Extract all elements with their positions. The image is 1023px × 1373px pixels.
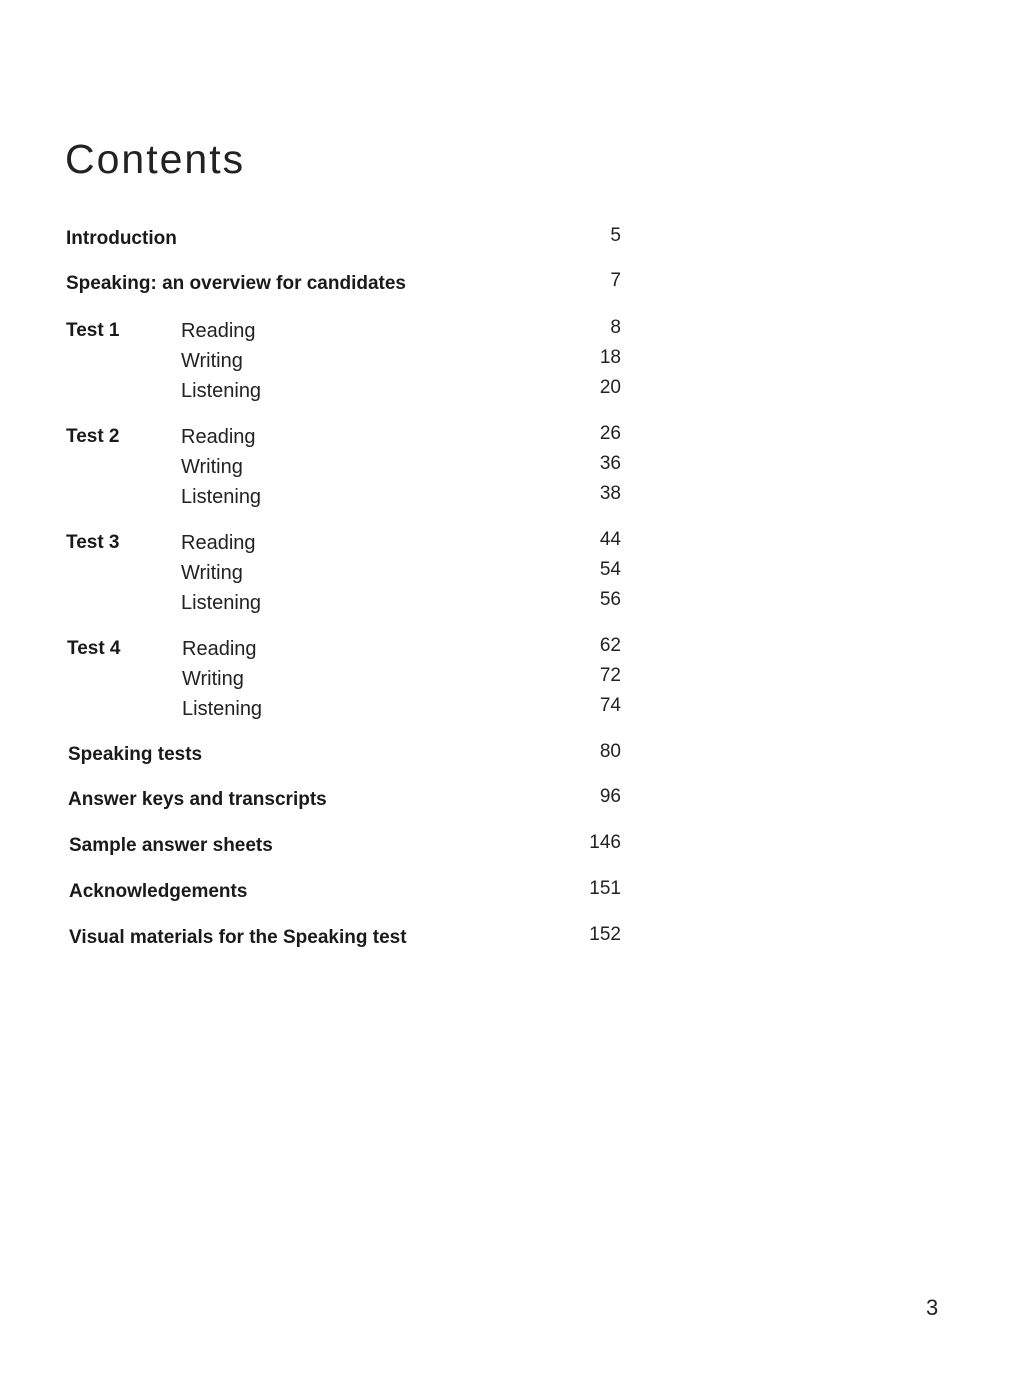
toc-sub-label: Reading <box>181 320 256 342</box>
toc-sub-label: Writing <box>181 350 243 372</box>
toc-sub-label: Listening <box>181 380 262 402</box>
toc-sub-label: Writing <box>181 562 243 584</box>
toc-entry-label: Speaking tests <box>68 744 203 765</box>
toc-entry-label: Acknowledgements <box>69 881 248 902</box>
toc-sub-label: Reading <box>182 638 257 660</box>
page-title: Contents <box>65 136 246 182</box>
toc-page-number: 151 <box>589 878 621 899</box>
toc-test-3-reading <box>0 529 1023 558</box>
toc-test-1-reading <box>0 317 1023 346</box>
toc-page-number: 62 <box>599 635 621 656</box>
toc-entry-visual-materials <box>0 924 1023 953</box>
toc-entry-label: Introduction <box>66 228 177 249</box>
toc-page-number: 26 <box>599 423 621 444</box>
toc-page-number: 36 <box>599 453 621 474</box>
toc-page-number: 8 <box>610 317 621 338</box>
toc-page-number: 18 <box>599 347 621 368</box>
toc-test-1-writing <box>0 347 1023 376</box>
toc-test-3-listening <box>0 589 1023 618</box>
toc-entry-answer-keys <box>0 786 1023 815</box>
toc-test-2-listening <box>0 483 1023 512</box>
toc-page-number: 38 <box>599 483 621 504</box>
toc-test-3-writing <box>0 559 1023 588</box>
toc-page-number: 146 <box>589 832 621 853</box>
toc-page-number: 7 <box>610 270 621 291</box>
toc-sub-label: Writing <box>182 668 244 690</box>
toc-sub-label: Listening <box>181 486 262 508</box>
toc-page-number: 96 <box>599 786 621 807</box>
toc-page-number: 152 <box>589 924 621 945</box>
toc-sub-label: Reading <box>181 426 256 448</box>
toc-page-number: 20 <box>599 377 621 398</box>
toc-entry-speaking-tests <box>0 741 1023 770</box>
toc-page-number: 56 <box>599 589 621 610</box>
page-number-folio: 3 <box>926 1295 939 1320</box>
toc-entry-label: Answer keys and transcripts <box>68 789 327 810</box>
toc-page-number: 54 <box>599 559 621 580</box>
toc-entry-label: Visual materials for the Speaking test <box>69 927 407 948</box>
toc-page-number: 44 <box>599 529 621 550</box>
toc-entry-acknowledgements <box>0 878 1023 907</box>
toc-test-label: Test 4 <box>67 638 121 659</box>
toc-test-1-listening <box>0 377 1023 406</box>
toc-page-number: 74 <box>599 695 621 716</box>
toc-page-number: 72 <box>599 665 621 686</box>
toc-sub-label: Writing <box>181 456 243 478</box>
toc-page-number: 5 <box>610 225 621 246</box>
toc-sub-label: Listening <box>181 592 262 614</box>
toc-test-4-reading <box>0 635 1023 664</box>
toc-test-2-reading <box>0 423 1023 452</box>
toc-test-4-writing <box>0 665 1023 694</box>
toc-entry-sample-answer-sheets <box>0 832 1023 861</box>
toc-entry-label: Sample answer sheets <box>69 835 273 856</box>
toc-test-4-listening <box>0 695 1023 724</box>
toc-test-label: Test 3 <box>66 532 120 553</box>
toc-entry-introduction <box>0 225 1023 254</box>
toc-page-number: 80 <box>599 741 621 762</box>
toc-sub-label: Reading <box>181 532 256 554</box>
toc-test-2-writing <box>0 453 1023 482</box>
toc-sub-label: Listening <box>182 698 263 720</box>
toc-test-label: Test 2 <box>66 426 120 447</box>
toc-test-label: Test 1 <box>66 320 120 341</box>
toc-entry-speaking-overview <box>0 270 1023 299</box>
toc-entry-label: Speaking: an overview for candidates <box>66 273 406 294</box>
